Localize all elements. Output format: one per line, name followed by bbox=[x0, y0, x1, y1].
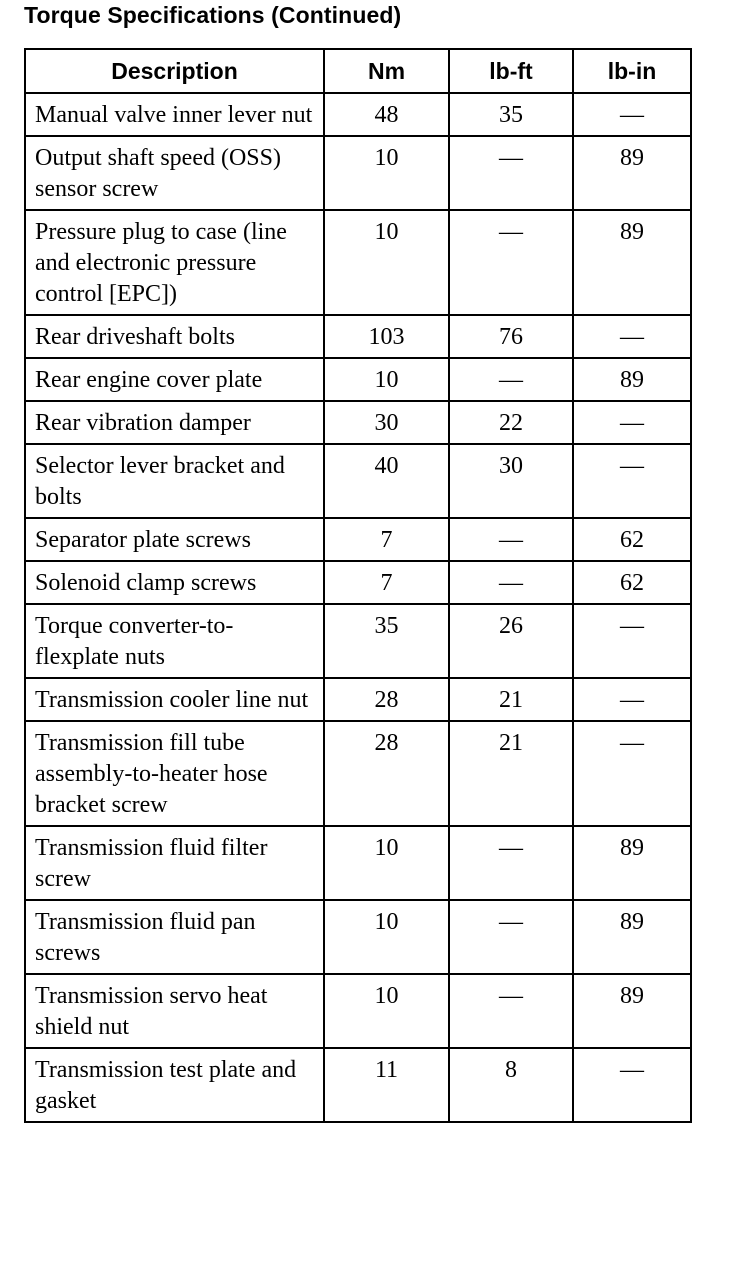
lbin-cell: — bbox=[573, 604, 691, 678]
torque-spec-table bbox=[24, 48, 692, 1123]
lbft-cell: 30 bbox=[449, 444, 573, 518]
description-cell: Manual valve inner lever nut bbox=[25, 93, 324, 136]
lbft-cell: 35 bbox=[449, 93, 573, 136]
nm-cell: 7 bbox=[324, 561, 449, 604]
description-cell: Transmission fluid pan screws bbox=[25, 900, 324, 974]
lbin-cell: — bbox=[573, 721, 691, 826]
description-cell: Output shaft speed (OSS) sensor screw bbox=[25, 136, 324, 210]
lbft-cell: 26 bbox=[449, 604, 573, 678]
lbft-cell: — bbox=[449, 358, 573, 401]
table-header-row bbox=[25, 49, 691, 93]
description-cell: Transmission servo heat shield nut bbox=[25, 974, 324, 1048]
column-header-description: Description bbox=[25, 49, 324, 93]
lbft-cell: 22 bbox=[449, 401, 573, 444]
description-cell: Pressure plug to case (line and electronic pressure control [EPC]) bbox=[25, 210, 324, 315]
lbin-cell: — bbox=[573, 1048, 691, 1122]
lbin-cell: 89 bbox=[573, 826, 691, 900]
table-row bbox=[25, 900, 691, 974]
lbin-cell: 89 bbox=[573, 210, 691, 315]
table-row bbox=[25, 518, 691, 561]
lbft-cell: 76 bbox=[449, 315, 573, 358]
lbin-cell: 89 bbox=[573, 136, 691, 210]
lbin-cell: 62 bbox=[573, 518, 691, 561]
lbin-cell: — bbox=[573, 401, 691, 444]
description-cell: Transmission cooler line nut bbox=[25, 678, 324, 721]
table-row bbox=[25, 136, 691, 210]
nm-cell: 10 bbox=[324, 136, 449, 210]
description-cell: Rear vibration damper bbox=[25, 401, 324, 444]
lbft-cell: — bbox=[449, 900, 573, 974]
table-row bbox=[25, 561, 691, 604]
lbin-cell: — bbox=[573, 444, 691, 518]
lbin-cell: 89 bbox=[573, 974, 691, 1048]
nm-cell: 30 bbox=[324, 401, 449, 444]
lbft-cell: — bbox=[449, 136, 573, 210]
lbin-cell: 62 bbox=[573, 561, 691, 604]
nm-cell: 103 bbox=[324, 315, 449, 358]
table-row bbox=[25, 604, 691, 678]
lbin-cell: — bbox=[573, 93, 691, 136]
lbft-cell: — bbox=[449, 210, 573, 315]
description-cell: Transmission fluid filter screw bbox=[25, 826, 324, 900]
description-cell: Rear driveshaft bolts bbox=[25, 315, 324, 358]
description-cell: Separator plate screws bbox=[25, 518, 324, 561]
nm-cell: 48 bbox=[324, 93, 449, 136]
lbft-cell: — bbox=[449, 561, 573, 604]
description-cell: Transmission test plate and gasket bbox=[25, 1048, 324, 1122]
nm-cell: 7 bbox=[324, 518, 449, 561]
lbft-cell: 21 bbox=[449, 678, 573, 721]
lbft-cell: — bbox=[449, 518, 573, 561]
nm-cell: 10 bbox=[324, 900, 449, 974]
nm-cell: 28 bbox=[324, 721, 449, 826]
page-title: Torque Specifications (Continued) bbox=[24, 2, 402, 28]
table-row bbox=[25, 315, 691, 358]
column-header-nm: Nm bbox=[324, 49, 449, 93]
lbin-cell: — bbox=[573, 678, 691, 721]
lbin-cell: — bbox=[573, 315, 691, 358]
lbft-cell: — bbox=[449, 974, 573, 1048]
table-row bbox=[25, 401, 691, 444]
table-row bbox=[25, 721, 691, 826]
nm-cell: 10 bbox=[324, 210, 449, 315]
lbin-cell: 89 bbox=[573, 358, 691, 401]
lbin-cell: 89 bbox=[573, 900, 691, 974]
nm-cell: 10 bbox=[324, 974, 449, 1048]
column-header-lbft: lb-ft bbox=[449, 49, 573, 93]
nm-cell: 11 bbox=[324, 1048, 449, 1122]
lbft-cell: 8 bbox=[449, 1048, 573, 1122]
nm-cell: 28 bbox=[324, 678, 449, 721]
nm-cell: 40 bbox=[324, 444, 449, 518]
table-row bbox=[25, 974, 691, 1048]
table-row bbox=[25, 678, 691, 721]
lbft-cell: — bbox=[449, 826, 573, 900]
table-row bbox=[25, 444, 691, 518]
lbft-cell: 21 bbox=[449, 721, 573, 826]
table-row bbox=[25, 93, 691, 136]
description-cell: Selector lever bracket and bolts bbox=[25, 444, 324, 518]
table-row bbox=[25, 358, 691, 401]
description-cell: Transmission fill tube assembly-to-heater hose bracket screw bbox=[25, 721, 324, 826]
nm-cell: 10 bbox=[324, 358, 449, 401]
description-cell: Solenoid clamp screws bbox=[25, 561, 324, 604]
column-header-lbin: lb-in bbox=[573, 49, 691, 93]
nm-cell: 10 bbox=[324, 826, 449, 900]
description-cell: Torque converter-to-flexplate nuts bbox=[25, 604, 324, 678]
table-row bbox=[25, 826, 691, 900]
table-row bbox=[25, 210, 691, 315]
table-row bbox=[25, 1048, 691, 1122]
description-cell: Rear engine cover plate bbox=[25, 358, 324, 401]
nm-cell: 35 bbox=[324, 604, 449, 678]
